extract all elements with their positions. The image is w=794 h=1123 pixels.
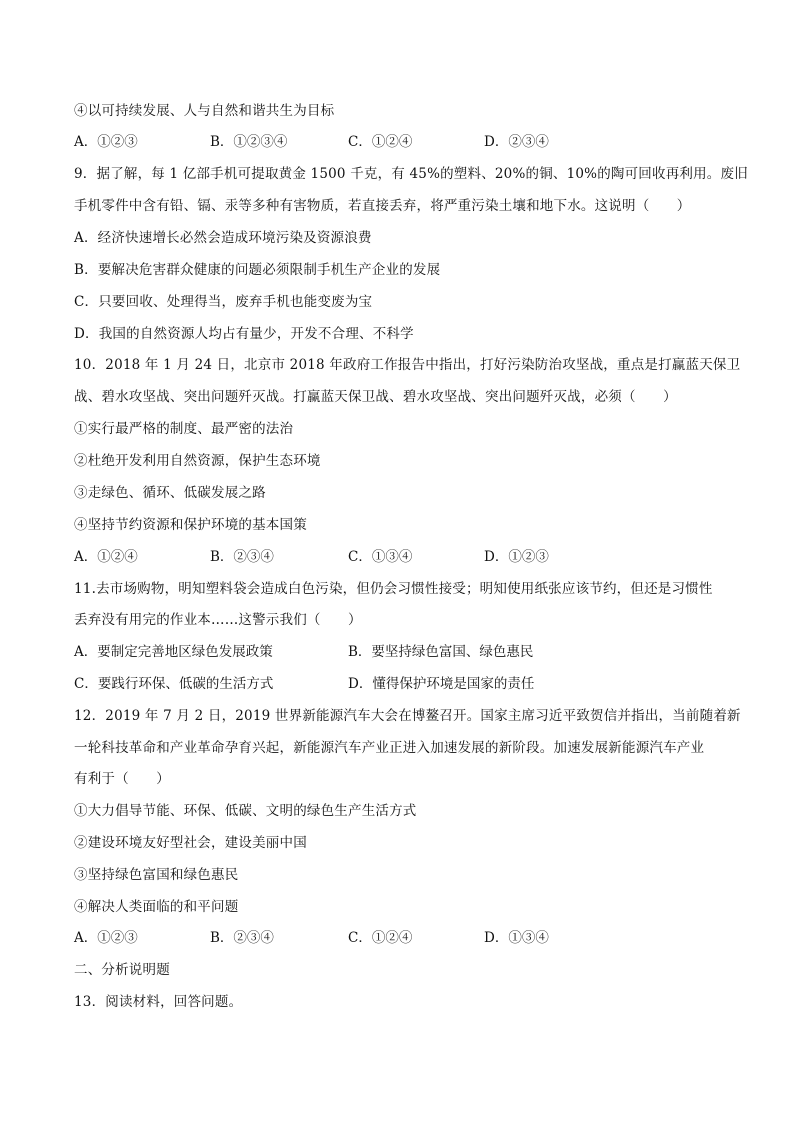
q9-option-c: C．只要回收、处理得当，废弃手机也能变废为宝 (74, 294, 373, 310)
q10-option-b: B．②③④ (210, 549, 274, 565)
q10-stem-line-1: 10．2018 年 1 月 24 日，北京市 2018 年政府工作报告中指出，打好污染防治攻坚战，重点是打赢蓝天保卫 (74, 357, 741, 373)
q9-stem-line-2: 手机零件中含有铅、镉、汞等多种有害物质，若直接丢弃，将严重污染土壤和地下水。这说明（ ） (74, 198, 691, 214)
q9-option-a: A．经济快速增长必然会造成环境污染及资源浪费 (74, 230, 372, 246)
q12-stem-line-3: 有利于（ ） (74, 771, 170, 787)
q8-option-a: A．①②③ (74, 134, 138, 150)
q12-item-4: ④解决人类面临的和平问题 (74, 899, 239, 915)
q11-option-d: D．懂得保护环境是国家的责任 (348, 676, 535, 692)
q8-option-d: D．②③④ (484, 134, 549, 150)
q10-stem-line-2: 战、碧水攻坚战、突出问题歼灭战。打赢蓝天保卫战、碧水攻坚战、突出问题歼灭战，必须（ ） (74, 389, 677, 405)
q8-item-4: ④以可持续发展、人与自然和谐共生为目标 (74, 103, 335, 119)
q10-option-c: C．①③④ (348, 549, 413, 565)
q12-option-d: D．①③④ (484, 930, 549, 946)
q11-stem-line-1: 11.去市场购物，明知塑料袋会造成白色污染，但仍会习惯性接受；明知使用纸张应该节约，但还是习惯性 (74, 581, 713, 597)
q12-option-a: A．①②③ (74, 930, 138, 946)
q12-option-c: C．①②④ (348, 930, 413, 946)
q12-stem-line-1: 12．2019 年 7 月 2 日，2019 世界新能源汽车大会在博鳌召开。国家主席习近平致贺信并指出，当前随着新 (74, 708, 741, 724)
q10-item-3: ③走绿色、循环、低碳发展之路 (74, 485, 266, 501)
q12-item-1: ①大力倡导节能、环保、低碳、文明的绿色生产生活方式 (74, 803, 417, 819)
q9-option-d: D．我国的自然资源人均占有量少，开发不合理、不科学 (74, 326, 414, 342)
q12-item-3: ③坚持绿色富国和绿色惠民 (74, 867, 239, 883)
q9-option-b: B．要解决危害群众健康的问题必须限制手机生产企业的发展 (74, 262, 441, 278)
q12-stem-line-2: 一轮科技革命和产业革命孕育兴起，新能源汽车产业正进入加速发展的新阶段。加速发展新能源汽车产业 (74, 740, 705, 756)
q10-item-2: ②杜绝开发利用自然资源，保护生态环境 (74, 453, 321, 469)
q13-stem-line-1: 13．阅读材料，回答问题。 (74, 994, 243, 1010)
q11-option-c: C．要践行环保、低碳的生活方式 (74, 676, 274, 692)
q11-stem-line-2: 丢弃没有用完的作业本……这警示我们（ ） (74, 612, 362, 628)
section-2-title: 二、分析说明题 (74, 962, 170, 978)
q10-option-a: A．①②④ (74, 549, 138, 565)
q12-item-2: ②建设环境友好型社会，建设美丽中国 (74, 835, 307, 851)
q9-stem-line-1: 9．据了解，每 1 亿部手机可提取黄金 1500 千克，有 45%的塑料、20%的铜、10%的陶可回收再利用。废旧 (74, 166, 748, 182)
q8-option-b: B．①②③④ (210, 134, 288, 150)
q10-option-d: D．①②③ (484, 549, 549, 565)
q10-item-1: ①实行最严格的制度、最严密的法治 (74, 421, 294, 437)
q8-option-c: C．①②④ (348, 134, 413, 150)
q12-option-b: B．②③④ (210, 930, 274, 946)
q10-item-4: ④坚持节约资源和保护环境的基本国策 (74, 517, 307, 533)
q11-option-b: B．要坚持绿色富国、绿色惠民 (348, 644, 534, 660)
q11-option-a: A．要制定完善地区绿色发展政策 (74, 644, 273, 660)
